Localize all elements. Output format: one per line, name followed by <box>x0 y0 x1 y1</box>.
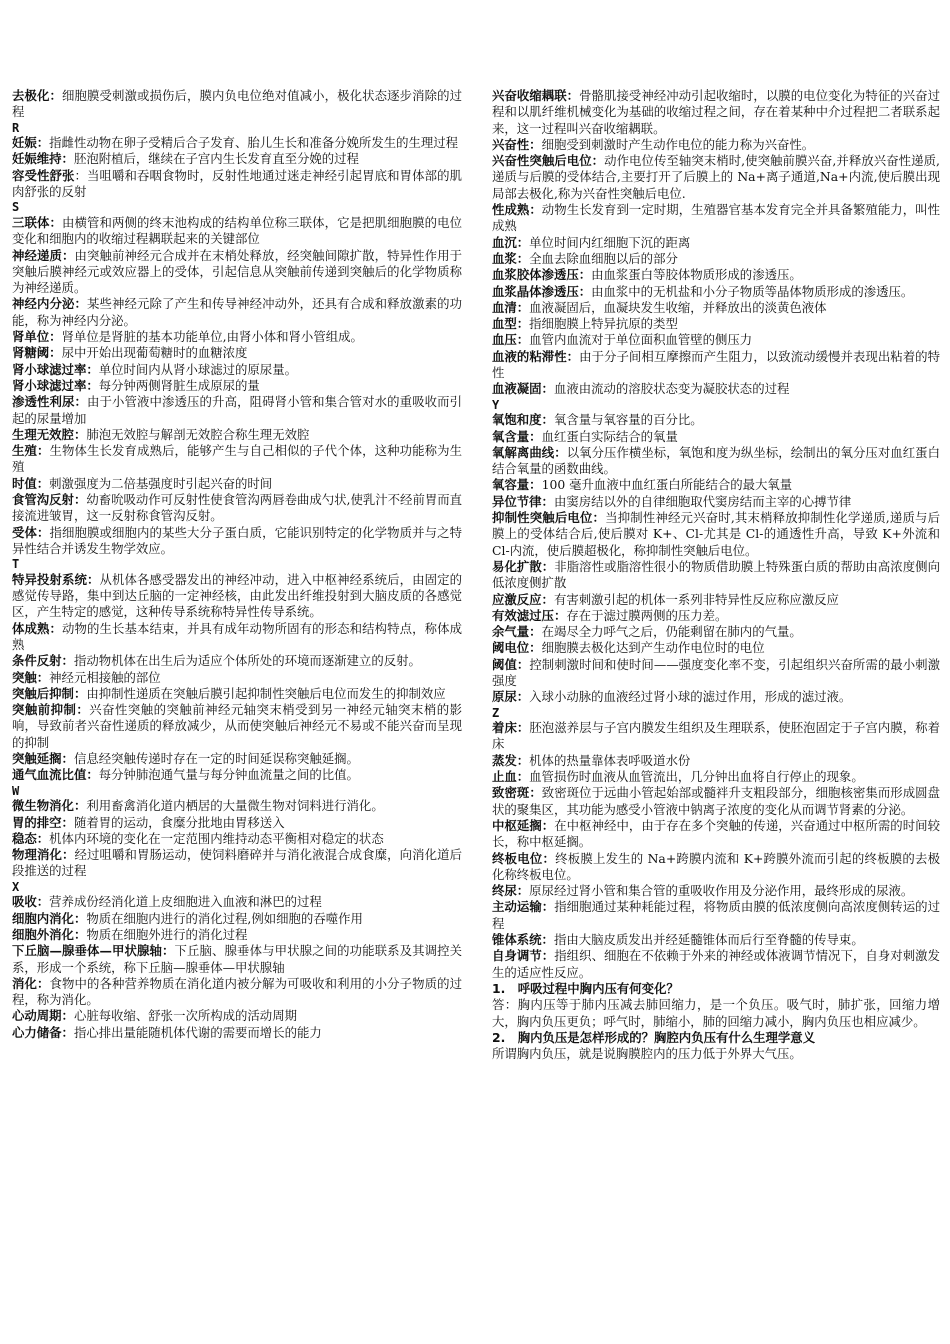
term: 去极化： <box>12 88 63 103</box>
term: 通气血流比值： <box>12 767 99 783</box>
glossary-entry <box>492 412 940 428</box>
term: 着床： <box>492 720 530 736</box>
term: 体成熟： <box>12 620 63 636</box>
term: 吸收： <box>12 894 50 910</box>
definition: 胚泡滋养层与子宫内膜发生组织及生理联系，使胚泡固定于子宫内膜，称着床 <box>492 720 941 752</box>
definition: 信息经突触传递时存在一定的时间延误称突触延搁。 <box>73 751 359 767</box>
definition: 幼畜吮吸动作可反射性使食管沟两唇卷曲成勺状,使乳汁不经前胃而直接流进皱胃，这一反射称食管沟反射。 <box>12 492 463 524</box>
glossary-entry <box>12 88 462 121</box>
definition: 控制刺激时间和使时间——强度变化率不变，引起组织兴奋所需的最小刺激强度 <box>492 656 941 688</box>
term: 血浆： <box>492 250 530 266</box>
definition: 随着胃的运动，食糜分批地由胃移送入 <box>73 814 285 830</box>
glossary-entry <box>492 445 940 478</box>
term: 生理无效腔： <box>12 426 87 442</box>
glossary-entry <box>12 911 462 927</box>
definition: 单位时间内红细胞下沉的距离 <box>529 234 691 250</box>
glossary-entry <box>492 689 940 705</box>
definition: 每分钟肺泡通气量与每分钟血流量之间的比值。 <box>98 767 359 783</box>
definition: 神经元相接触的部位 <box>49 669 161 685</box>
glossary-entry <box>492 251 940 267</box>
definition: 尿中开始出现葡萄糖时的血糖浓度 <box>61 345 248 361</box>
term: 细胞外消化： <box>12 926 87 942</box>
definition: 细胞受到刺激时产生动作电位的能力称为兴奋性。 <box>541 136 815 152</box>
section-letter: Y <box>492 397 500 412</box>
glossary-entry <box>12 686 462 702</box>
term: 自身调节： <box>492 948 555 964</box>
answer-paragraph: 答：胸内压等于肺内压减去肺回缩力，是一个负压。吸气时，肺扩张，回缩力增大，胸内负压更负；呼气时，肺缩小，肺的回缩力减小，胸内负压也相应减少。 <box>492 997 940 1029</box>
term: 应激反应： <box>492 591 554 607</box>
question-heading: 2. 胸内负压是怎样形成的？胸腔内负压有什么生理学意义 <box>492 1029 816 1045</box>
definition: 肾单位是肾脏的基本功能单位,由肾小体和肾小管组成。 <box>61 329 363 345</box>
definition: 骨骼肌接受神经冲动引起收缩时，以膜的电位变化为特征的兴奋过程和以肌纤维机械变化为基础的收缩过程之间，存在着某种中介过程把二者联系起来，这一过程叫兴奋收缩耦联。 <box>492 88 941 136</box>
glossary-entry <box>492 883 940 899</box>
glossary-entry <box>492 624 940 640</box>
term: 易化扩散： <box>492 558 555 574</box>
glossary-entry <box>12 443 462 476</box>
glossary-entry <box>492 818 940 851</box>
term: 兴奋性： <box>492 136 542 152</box>
definition: 由突触前神经元合成并在末梢处释放，经突触间隙扩散，特异性作用于突触后膜神经元或效应器上的受体，引起信息从突触前传递到突触后的化学物质称为神经递质。 <box>12 247 462 296</box>
glossary-entry <box>12 168 462 201</box>
glossary-entry <box>492 640 940 656</box>
definition: 指由大脑皮质发出并经延髓锥体而后行至脊髓的传导束。 <box>553 932 864 948</box>
glossary-entry <box>492 202 940 235</box>
definition: 原尿经过肾小管和集合管的重吸收作用及分泌作用，最终形成的尿液。 <box>529 883 914 899</box>
term: 稳态： <box>12 830 50 846</box>
term: 受体： <box>12 524 50 540</box>
term: 锥体系统： <box>492 932 554 948</box>
section-letter: Z <box>492 705 500 720</box>
glossary-entry <box>492 592 940 608</box>
left-column <box>12 88 462 1041</box>
term: 生殖： <box>12 443 50 459</box>
term: 氧含量： <box>492 428 542 444</box>
definition: 在中枢神经中，由于存在多个突触的传递，兴奋通过中枢所需的时间较长，称中枢延搁。 <box>492 817 941 850</box>
term: 三联体： <box>12 214 63 230</box>
term: 肾单位： <box>12 329 62 345</box>
glossary-entry <box>12 670 462 686</box>
definition: 血红蛋白实际结合的氧量 <box>541 428 678 444</box>
term: 物理消化： <box>12 847 75 863</box>
definition: 指组织、细胞在不依赖于外来的神经或体液调节情况下，自身对刺激发生的适应性反应。 <box>492 948 941 980</box>
definition: 由血浆中的无机盐和小分子物质等晶体物质形成的渗透压。 <box>591 283 914 299</box>
term: 兴奋收缩耦联： <box>492 88 580 103</box>
definition: 全血去除血细胞以后的部分 <box>529 250 678 266</box>
definition: 动物的生长基本结束，并具有成年动物所固有的形态和结构特点，称体成熟 <box>12 620 463 652</box>
term: 氧饱和度： <box>492 412 554 428</box>
right-column <box>492 88 940 1062</box>
term: 突触延搁： <box>12 751 74 767</box>
term: 兴奋性突触后电位： <box>492 153 605 169</box>
glossary-entry <box>492 720 940 753</box>
term: 下丘脑—腺垂体—甲状腺轴： <box>12 943 175 959</box>
section-letter: R <box>12 120 20 135</box>
definition: 刺激强度为二倍基强度时引起兴奋的时间 <box>49 475 273 491</box>
definition: 以氧分压作横坐标，氧饱和度为纵坐标，绘制出的氧分压对血红蛋白结合氧量的函数曲线。 <box>492 444 941 477</box>
definition: 某些神经元除了产生和传导神经冲动外，还具有合成和释放激素的功能，称为神经内分泌。 <box>12 296 463 328</box>
definition: 胚泡附植后，继续在子宫内生长发育直至分娩的过程 <box>73 151 359 167</box>
glossary-entry <box>492 785 940 818</box>
glossary-entry <box>492 429 940 445</box>
glossary-entry <box>12 215 462 248</box>
glossary-entry <box>12 751 462 767</box>
definition: 细胞膜受刺激或损伤后，膜内负电位绝对值减小，极化状态逐步消除的过程 <box>12 88 463 120</box>
glossary-entry <box>12 1008 462 1024</box>
definition: 非脂溶性或脂溶性很小的物质借助膜上特殊蛋白质的帮助由高浓度侧向低浓度侧扩散 <box>492 558 941 591</box>
term: 原尿： <box>492 689 530 705</box>
definition: 下丘脑、腺垂体与甲状腺之间的功能联系及其调控关系，形成一个系统，称下丘脑—腺垂体—甲状腺轴 <box>12 943 463 975</box>
definition: 细胞膜去极化达到产生动作电位时的电位 <box>541 640 765 656</box>
definition: 利用畜禽消化道内栖居的大量微生物对饲料进行消化。 <box>86 798 384 814</box>
glossary-entry <box>492 137 940 153</box>
glossary-entry <box>492 332 940 348</box>
term: 蒸发： <box>492 752 530 768</box>
term: 血压： <box>492 332 530 348</box>
term: 突触后抑制： <box>12 685 87 701</box>
term: 异位节律： <box>492 493 554 509</box>
definition: 从机体各感受器发出的神经冲动，进入中枢神经系统后，由固定的感觉传导路，集中到达丘脑的一定神经核，由此发出纤维投射到大脑皮质的各感觉区，产生特定的感觉，这种传导系统称特异性传导系统。 <box>12 571 463 620</box>
term: 有效滤过压： <box>492 607 567 623</box>
glossary-entry <box>492 948 940 981</box>
definition: 存在于滤过膜两侧的压力差。 <box>566 607 728 623</box>
definition: 血管损伤时血液从血管流出，几分钟出血将自行停止的现象。 <box>529 769 864 785</box>
glossary-entry <box>492 267 940 283</box>
term: 神经递质： <box>12 247 75 263</box>
term: 妊娠维持： <box>12 151 74 167</box>
term: 终尿： <box>492 883 530 899</box>
definition: 动作电位传至轴突末梢时,使突触前膜兴奋,并释放兴奋性递质,递质与后膜的受体结合,主要打开了后膜上的 Na+离子通道,Na+内流,使后膜出现局部去极化,称为兴奋性突触后电位. <box>492 153 940 201</box>
glossary-entry <box>12 362 462 378</box>
glossary-entry <box>12 476 462 492</box>
term: 妊娠： <box>12 135 50 151</box>
section-letter: X <box>12 879 20 894</box>
term: 血清： <box>492 299 530 315</box>
glossary-entry <box>12 847 462 880</box>
term: 抑制性突触后电位： <box>492 510 606 526</box>
definition: 100 毫升血液中血红蛋白所能结合的最大氧量 <box>541 477 793 493</box>
definition: 经过咀嚼和胃肠运动，使饲料磨碎并与消化液混合成食糜，向消化道后段推送的过程 <box>12 847 462 879</box>
glossary-entry <box>12 1025 462 1041</box>
glossary-entry <box>492 608 940 624</box>
glossary-entry <box>492 300 940 316</box>
definition: 血管内血流对于单位面积血管壁的侧压力 <box>529 332 753 348</box>
definition: 入球小动脉的血液经过肾小球的滤过作用，形成的滤过液。 <box>529 689 852 705</box>
definition: 由于分子间相互摩擦而产生阻力，以致流动缓慢并表现出粘着的特性 <box>492 348 941 381</box>
definition: 由窦房结以外的自律细胞取代窦房结而主宰的心搏节律 <box>553 493 852 509</box>
glossary-entry <box>492 769 940 785</box>
term: 终板电位： <box>492 850 556 866</box>
glossary-entry <box>12 702 462 751</box>
term: 神经内分泌： <box>12 296 88 312</box>
term: 血浆晶体渗透压： <box>492 283 592 299</box>
term: 性成熟： <box>492 202 542 218</box>
term: 主动运输： <box>492 899 555 915</box>
term: 消化： <box>12 975 50 991</box>
glossary-entry <box>492 88 940 137</box>
definition: 终板膜上发生的 Na+跨膜内流和 K+跨膜外流而引起的终板膜的去极化称终板电位。 <box>492 850 940 882</box>
glossary-entry <box>492 899 940 932</box>
term: 胃的排空： <box>12 814 74 830</box>
glossary-entry <box>12 831 462 847</box>
definition: 由抑制性递质在突触后膜引起抑制性突触后电位而发生的抑制效应 <box>86 685 446 701</box>
term: 容受性舒张 <box>12 167 75 183</box>
glossary-entry <box>12 767 462 783</box>
definition: 氧含量与氧容量的百分比。 <box>553 412 703 428</box>
glossary-entry <box>492 753 940 769</box>
definition: ：当咀嚼和吞咽食物时，反射性地通过迷走神经引起胃底和胃体部的肌肉舒张的反射 <box>12 167 462 200</box>
term: 突触： <box>12 669 50 685</box>
definition: 在竭尽全力呼气之后，仍能剩留在肺内的气量。 <box>541 624 802 640</box>
term: 血液的粘滞性： <box>492 348 580 364</box>
glossary-entry <box>492 494 940 510</box>
term: 止血： <box>492 769 530 785</box>
definition: 指细胞通过某种耗能过程，将物质由膜的低浓度侧向高浓度侧转运的过程 <box>492 899 941 931</box>
definition: 动物生长发育到一定时期，生殖器官基本发育完全并具备繁殖能力，叫性成熟 <box>492 202 941 234</box>
glossary-entry <box>492 477 940 493</box>
glossary-entry <box>12 135 462 151</box>
term: 心动周期： <box>12 1008 74 1024</box>
glossary-entry <box>492 657 940 690</box>
glossary-entry <box>12 894 462 910</box>
definition: 指动物机体在出生后为适应个体所处的环境而逐渐建立的反射。 <box>73 653 421 669</box>
glossary-entry <box>12 572 462 621</box>
definition: 心脏每收缩、舒张一次所构成的活动周期 <box>73 1008 297 1024</box>
definition: 食物中的各种营养物质在消化道内被分解为可吸收和利用的小分子物质的过程，称为消化。 <box>12 975 463 1008</box>
term: 血型： <box>492 316 530 332</box>
term: 时值： <box>12 475 50 491</box>
glossary-entry <box>12 394 462 427</box>
definition: 由横管和两侧的终末池构成的结构单位称三联体，它是把肌细胞膜的电位变化和细胞内的收缩过程耦联起来的关键部位 <box>12 214 463 247</box>
glossary-entry <box>492 349 940 382</box>
term: 肾糖阈： <box>12 345 62 361</box>
term: 特异投射系统： <box>12 571 100 587</box>
definition: 单位时间内从肾小球滤过的原尿量。 <box>98 361 297 377</box>
glossary-entry <box>12 329 462 345</box>
definition: 指细胞膜或细胞内的某些大分子蛋白质，它能识别特定的化学物质并与之特异性结合并诱发生物学效应。 <box>12 524 463 556</box>
definition: 当抑制性神经元兴奋时,其末梢释放抑制性化学递质,递质与后膜上的受体结合后,使后膜对 K+、Cl-尤其是 Cl-的通透性升高，导致 K+外流和 Cl-内流，使后膜超极化，称抑制性突触后电位。 <box>492 510 940 558</box>
term: 致密斑： <box>492 785 542 801</box>
glossary-entry <box>12 345 462 361</box>
glossary-entry <box>492 932 940 948</box>
definition: 由血浆蛋白等胶体物质形成的渗透压。 <box>591 267 802 283</box>
definition: 有害刺激引起的机体一系列非特异性反应称应激反应 <box>553 591 839 607</box>
glossary-entry <box>12 927 462 943</box>
glossary-entry <box>12 798 462 814</box>
glossary-entry <box>12 525 462 558</box>
definition: 每分钟两侧肾脏生成原尿的量 <box>98 377 260 393</box>
definition: 肺泡无效腔与解剖无效腔合称生理无效腔 <box>86 426 310 442</box>
definition: 机体内环境的变化在一定范围内维持动态平衡相对稳定的状态 <box>49 830 384 846</box>
definition: 兴奋性突触的突触前神经元轴突末梢受到另一神经元轴突末梢的影响，导致前者兴奋性递质的释放减少，从而使突触后神经元不易或不能兴奋而呈现的抑制 <box>12 702 463 750</box>
term: 渗透性利尿： <box>12 394 88 410</box>
answer-paragraph: 所谓胸内负压，就是说胸膜腔内的压力低于外界大气压。 <box>492 1046 802 1062</box>
glossary-entry <box>492 381 940 397</box>
definition: 由于小管液中渗透压的升高，阻碍肾小管和集合管对水的重吸收而引起的尿量增加 <box>12 394 463 426</box>
term: 氧容量： <box>492 477 542 493</box>
term: 突触前抑制： <box>12 702 90 718</box>
definition: 指细胞膜上特异抗原的类型 <box>529 316 678 332</box>
term: 血沉： <box>492 234 530 250</box>
glossary-entry <box>12 296 462 329</box>
term: 细胞内消化： <box>12 910 87 926</box>
term: 血液凝固： <box>492 381 554 397</box>
question-heading: 1. 呼吸过程中胸内压有何变化？ <box>492 980 679 996</box>
glossary-entry <box>12 943 462 976</box>
definition: 血液由流动的溶胶状态变为凝胶状态的过程 <box>553 381 790 397</box>
definition: 营养成份经消化道上皮细胞进入血液和淋巴的过程 <box>49 894 322 910</box>
term: 食管沟反射： <box>12 492 87 508</box>
term: 心力储备： <box>12 1024 74 1040</box>
term: 氧解离曲线： <box>492 444 567 460</box>
term: 阈电位： <box>492 640 542 656</box>
glossary-entry <box>12 653 462 669</box>
term: 血浆胶体渗透压： <box>492 267 592 283</box>
definition: 物质在细胞内进行的消化过程,例如细胞的吞噬作用 <box>86 910 363 926</box>
glossary-entry <box>492 510 940 559</box>
term: 肾小球滤过率： <box>12 377 99 393</box>
glossary-entry <box>492 851 940 884</box>
definition: 致密斑位于远曲小管起始部或髓袢升支粗段部分，细胞核密集而形成圆盘状的聚集区，其功能为感受小管液中钠离子浓度的变化从而调节肾素的分泌。 <box>492 785 941 817</box>
glossary-entry <box>12 976 462 1009</box>
glossary-entry <box>12 815 462 831</box>
glossary-entry <box>492 235 940 251</box>
glossary-entry <box>492 559 940 592</box>
glossary-entry <box>492 316 940 332</box>
definition: 指心排出量能随机体代谢的需要而增长的能力 <box>73 1024 322 1040</box>
term: 肾小球滤过率： <box>12 361 99 377</box>
glossary-entry <box>12 492 462 525</box>
definition: 血液凝固后，血凝块发生收缩，并释放出的淡黄色液体 <box>529 299 827 315</box>
term: 微生物消化： <box>12 798 87 814</box>
term: 阈值： <box>492 656 530 672</box>
definition: 物质在细胞外进行的消化过程 <box>86 926 248 942</box>
section-letter: S <box>12 200 20 215</box>
definition: 机体的热量靠体表呼吸道水份 <box>529 752 691 768</box>
glossary-entry <box>12 248 462 297</box>
glossary-entry <box>492 284 940 300</box>
definition: 生物体生长发育成熟后，能够产生与自己相似的子代个体，这种功能称为生殖 <box>12 443 463 475</box>
glossary-entry <box>12 151 462 167</box>
term: 中枢延搁： <box>492 817 555 833</box>
glossary-entry <box>12 378 462 394</box>
term: 余气量： <box>492 624 542 640</box>
term: 条件反射： <box>12 653 74 669</box>
glossary-entry <box>12 621 462 654</box>
section-letter: W <box>12 783 20 798</box>
glossary-entry <box>492 153 940 202</box>
definition: 指雌性动物在卵子受精后合子发育、胎儿生长和准备分娩所发生的生理过程 <box>49 135 459 151</box>
glossary-entry <box>12 427 462 443</box>
section-letter: T <box>12 557 20 572</box>
